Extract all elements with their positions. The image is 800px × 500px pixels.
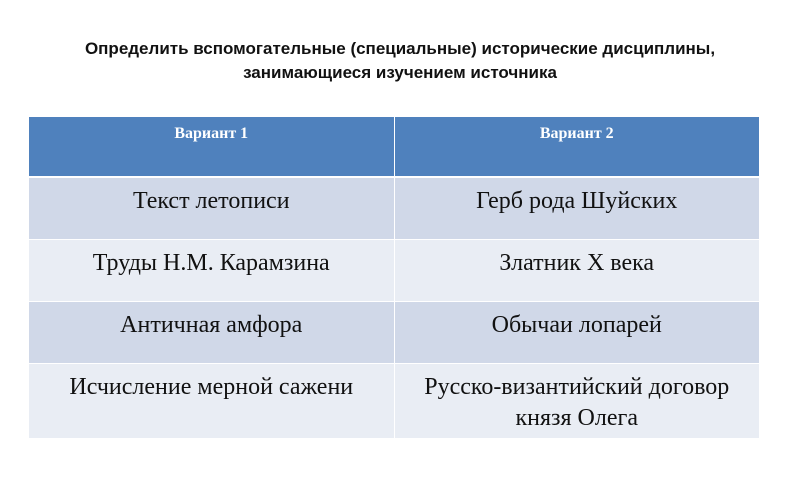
table-row bbox=[29, 301, 759, 363]
table-header-row bbox=[29, 117, 759, 177]
slide-title-line-1: Определить вспомогательные (специальные) исторические дисциплины, bbox=[84, 39, 716, 58]
table-cell: Герб рода Шуйских bbox=[394, 177, 759, 239]
header-variant-1: Вариант 1 bbox=[29, 117, 394, 177]
table-cell: Текст летописи bbox=[29, 177, 394, 239]
table-cell: Античная амфора bbox=[29, 301, 394, 363]
header-variant-2: Вариант 2 bbox=[394, 117, 759, 177]
table-cell: Русско-византийский договор князя Олега bbox=[394, 363, 759, 438]
table-cell: Труды Н.М. Карамзина bbox=[29, 239, 394, 301]
variants-table bbox=[29, 117, 759, 439]
table-row bbox=[29, 239, 759, 301]
table-row bbox=[29, 177, 759, 239]
slide-title bbox=[20, 37, 780, 85]
slide-title-line-2: занимающиеся изучением источника bbox=[243, 63, 557, 82]
table-cell: Исчисление мерной сажени bbox=[29, 363, 394, 438]
table-row bbox=[29, 363, 759, 438]
table-cell: Обычаи лопарей bbox=[394, 301, 759, 363]
table-cell: Златник Х века bbox=[394, 239, 759, 301]
